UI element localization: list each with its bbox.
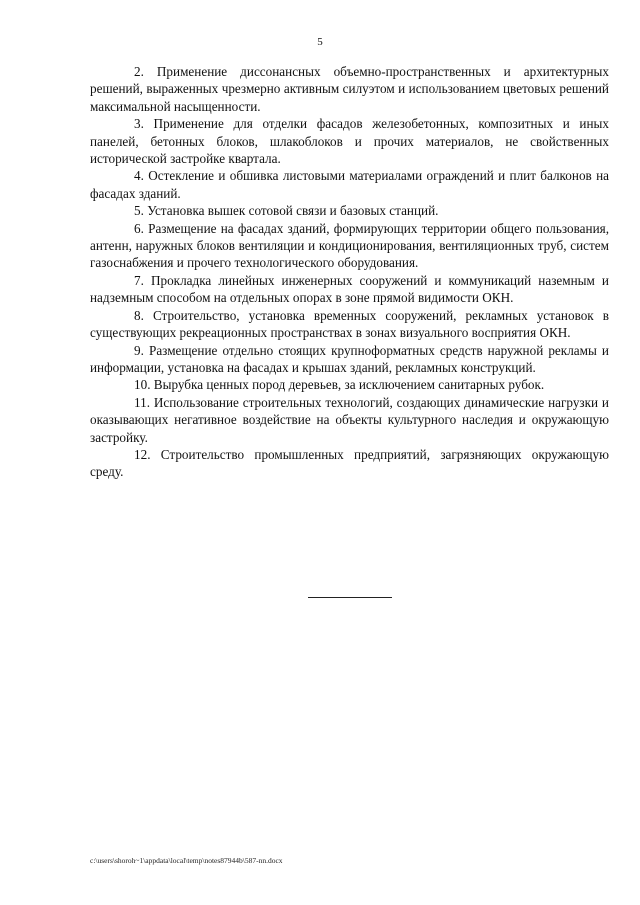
footer-file-path: c:\users\shoroh~1\appdata\local\temp\notes87944b\587-nn.docx [90,856,283,865]
list-item-10: 10. Вырубка ценных пород деревьев, за исключением санитарных рубок. [134,377,545,393]
list-item-5: 5. Установка вышек сотовой связи и базовых станций. [134,203,439,219]
list-item-11: 11. Использование строительных технологий, создающих динамические нагрузки и оказывающих негативное воздействие на объекты культурного наследия и окружающую застройку. [90,394,609,445]
list-item-2: 2. Применение диссонансных объемно-пространственных и архитектурных решений, выраженных чрезмерно активным силуэтом и использованием цветовых решений максимальной насыщенности. [90,64,609,114]
list-item-3: 3. Применение для отделки фасадов железобетонных, композитных и иных панелей, бетонных блоков, шлакоблоков и прочих материалов, не свойственных исторической застройке квартала. [90,116,609,167]
page-number: 5 [317,36,323,48]
list-item-6: 6. Размещение на фасадах зданий, формирующих территории общего пользования, антенн, наружных блоков вентиляции и кондиционирования, вентиляционных труб, систем газоснабжения и прочего технологического оборудования. [90,220,609,271]
document-body [90,63,609,481]
list-item-4: 4. Остекление и обшивка листовыми материалами ограждений и плит балконов на фасадах зданий. [90,168,609,201]
end-divider [308,597,392,598]
list-item-9: 9. Размещение отдельно стоящих крупноформатных средств наружной рекламы и информации, установка на фасадах и крышах зданий, рекламных конструкций. [90,342,609,375]
list-item-7: 7. Прокладка линейных инженерных сооружений и коммуникаций наземным и надземным способом на отдельных опорах в зоне прямой видимости ОКН. [90,272,609,306]
list-item-12: 12. Строительство промышленных предприятий, загрязняющих окружающую среду. [90,446,609,480]
list-item-8: 8. Строительство, установка временных сооружений, рекламных установок в существующих рекреационных пространствах в зонах визуального восприятия ОКН. [90,307,609,341]
